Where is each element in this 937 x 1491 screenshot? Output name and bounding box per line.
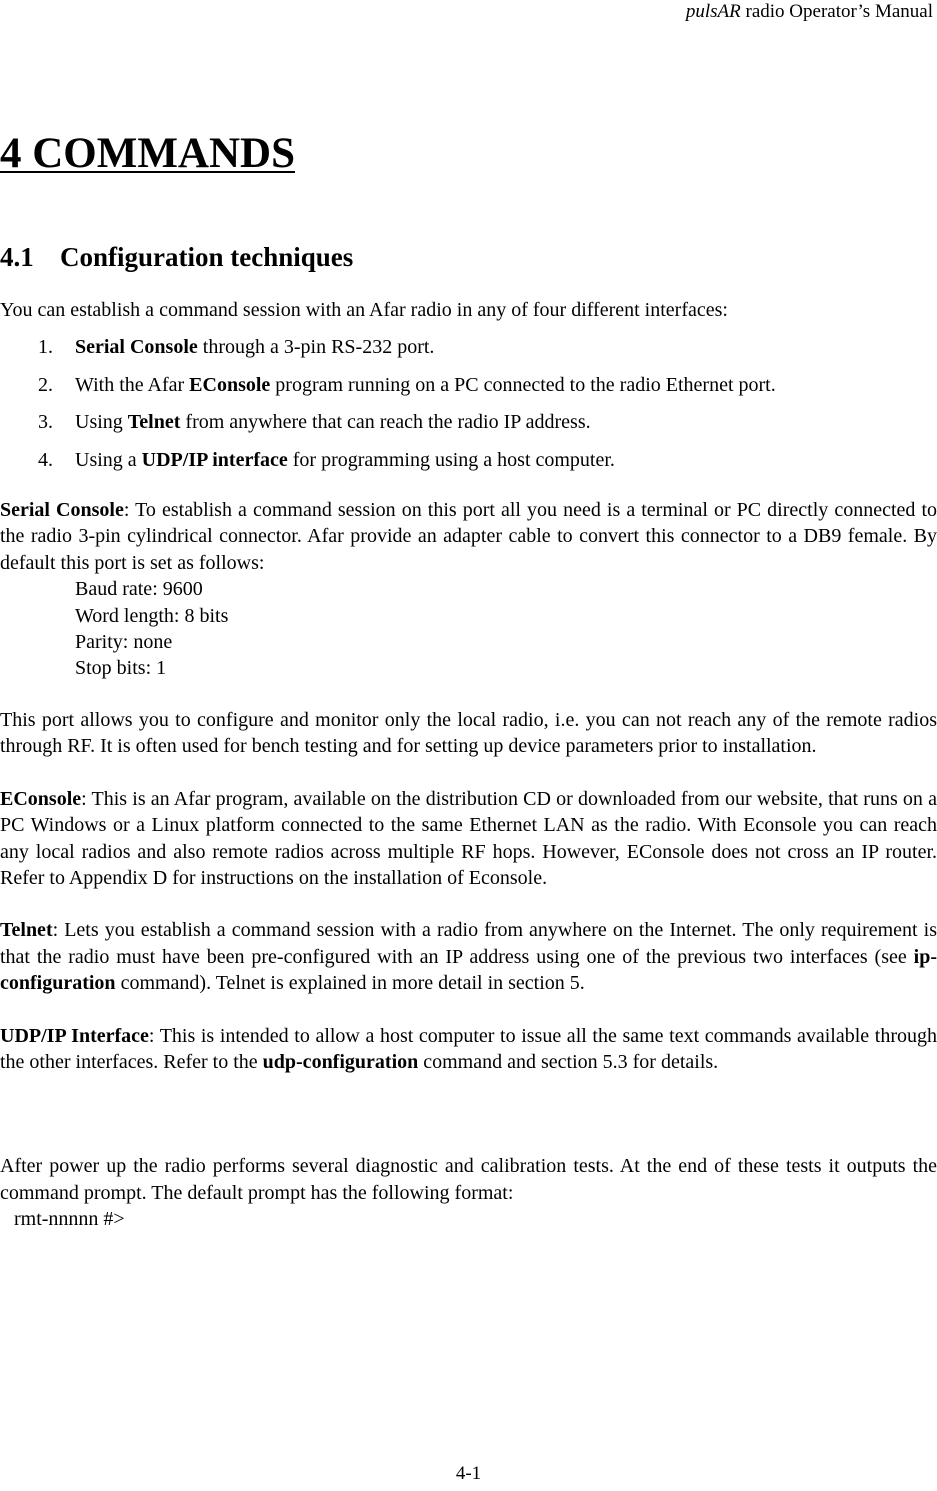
udp-text: command and section 5.3 for details. [418,1050,719,1073]
list-item-text: Using [75,411,128,434]
page-number: 4-1 [455,1463,482,1484]
power-up-paragraph: After power up the radio performs several diagnostic and calibration tests. At the end of these tests it outputs the command prompt. The default prompt has the following format: [0,1155,937,1204]
section-number: 4.1 [0,242,34,272]
list-item-number: 4. [38,448,53,471]
serial-console-label: Serial Console [0,499,124,522]
header-manual-title: radio Operator’s Manual [740,1,933,22]
setting-parity: Parity: none [75,631,173,654]
header-product-name: pulsAR [685,1,741,22]
list-item-term: EConsole [189,373,271,396]
interface-list [0,334,937,473]
list-item-text: Using a [75,448,142,471]
intro-paragraph: You can establish a command session with an Afar radio in any of four different interfaces: [0,299,728,321]
list-item-number: 3. [38,411,53,434]
list-item [0,409,937,435]
telnet-text: command). Telnet is explained in more detail in section 5. [115,972,585,995]
list-item-number: 1. [38,336,53,359]
econsole-text: : This is an Afar program, available on the distribution CD or downloaded from our website, that runs on a PC Windows or a Linux platform connected to the same Ethernet LAN as the radio. With Econsole you can reach any local radios and also remote radios across multiple RF hops. However, EConsole does not cross an IP router. Refer to Appendix D for instructions on the installation of Econsole. [0,787,937,889]
list-item-text: through a 3-pin RS-232 port. [197,336,435,359]
serial-settings-list [75,576,937,682]
setting-baud-rate: Baud rate: 9600 [75,578,203,601]
serial-console-paragraph [0,497,937,576]
running-header [686,0,933,24]
telnet-paragraph [0,917,937,996]
list-item [0,447,937,473]
udp-paragraph [0,1023,937,1076]
udp-text: : This is intended to allow a host computer to issue all the same text commands available through the other interfaces. Refer to the [0,1024,937,1073]
setting-word-length: Word length: 8 bits [75,604,229,627]
serial-console-text: : To establish a command session on this port all you need is a terminal or PC directly connected to the radio 3-pin cylindrical connector. Afar provide an adapter cable to convert this connector to a DB9 female. By default this port is set as follows: [0,499,937,574]
default-prompt: rmt-nnnnn #> [14,1208,125,1231]
section-title: Configuration techniques [60,242,354,272]
udp-configuration-command: udp-configuration [262,1050,419,1073]
list-item-text: program running on a PC connected to the radio Ethernet port. [270,373,776,396]
body-text [0,297,937,1233]
list-item-number: 2. [38,373,53,396]
list-item-term: Telnet [127,411,181,434]
list-item-text: With the Afar [75,373,190,396]
udp-label: UDP/IP Interface [0,1024,149,1047]
list-item-term: UDP/IP interface [141,448,288,471]
section-heading [0,240,353,274]
telnet-text: : Lets you establish a command session with a radio from anywhere on the Internet. The only requirement is that the radio must have been pre-configured with an IP address using one of the previous two interfaces (see [0,919,937,968]
econsole-label: EConsole [0,787,82,810]
list-item-term: Serial Console [75,336,198,359]
setting-stop-bits: Stop bits: 1 [75,657,167,680]
list-item [0,334,937,360]
econsole-paragraph [0,786,937,892]
list-item [0,372,937,398]
list-item-text: for programming using a host computer. [287,448,615,471]
telnet-label: Telnet [0,919,53,942]
chapter-title: 4 COMMANDS [0,130,295,177]
ip-configuration-command: ip-configuration [0,945,937,995]
list-item-text: from anywhere that can reach the radio IP address. [180,411,591,434]
serial-console-note: This port allows you to configure and monitor only the local radio, i.e. you can not reach any of the remote radios through RF. It is often used for bench testing and for setting up device parameters prior to installation. [0,708,937,758]
